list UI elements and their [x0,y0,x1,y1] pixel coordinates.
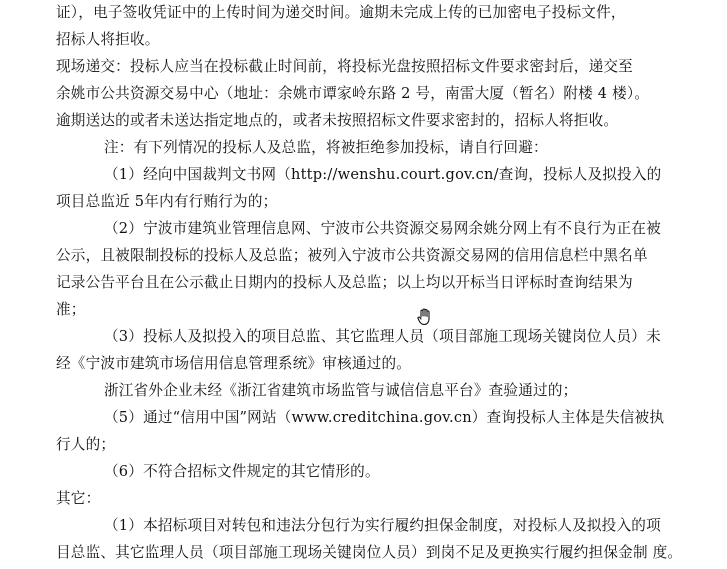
text-line-2: 招标人将拒收。 [56,31,160,48]
text-line-10: 公示，且被限制投标的投标人及总监；被列入宁波市公共资源交易网的信用信息栏中黑名单 [56,247,648,264]
text-line-13: （3）投标人及拟投入的项目总监、其它监理人员（项目部施工现场关键岗位人员）未 [104,328,661,345]
text-line-12: 准； [56,301,86,318]
text-line-21: 目总监、其它监理人员（项目部施工现场关键岗位人员）到岗不足及更换实行履约担保金制 度。 [56,544,683,561]
text-line-17: 行人的； [56,436,116,453]
text-line-8: 项目总监近 5年内有行贿行为的； [56,193,278,210]
text-line-20: （1）本招标项目对转包和违法分包行为实行履约担保金制度，对投标人及拟投入的项 [104,517,661,534]
text-line-9: （2）宁波市建筑业管理信息网、宁波市公共资源交易网余姚分网上有不良行为正在被 [104,220,661,237]
text-line-7: （1）经向中国裁判文书网（http://wenshu.court.gov.cn/查询，投标人及拟投入的 [104,166,662,183]
text-line-1: 证），电子签收凭证中的上传时间为递交时间。逾期未完成上传的已加密电子投标文件， [56,4,626,21]
text-line-18: （6）不符合招标文件规定的其它情形的。 [104,463,380,480]
hand-pointer-icon [416,308,432,326]
text-line-4: 余姚市公共资源交易中心（地址：余姚市谭家岭东路 2 号，南雷大厦（暂名）附楼 4 楼）。 [56,85,650,102]
text-line-16: （5）通过“信用中国”网站（www.creditchina.gov.cn）查询投标人主体是失信被执 [104,409,665,426]
text-line-14: 经《宁波市建筑市场信用信息管理系统》审核通过的。 [56,355,412,372]
text-line-3: 现场递交：投标人应当在投标截止时间前，将投标光盘按照招标文件要求密封后，递交至 [56,58,633,75]
text-line-5: 逾期送达的或者未送达指定地点的，或者未按照招标文件要求密封的，招标人将拒收。 [56,112,619,129]
text-line-11: 记录公告平台且在公示截止日期内的投标人及总监；以上均以开标当日评标时查询结果为 [56,274,633,291]
text-line-15: 浙江省外企业未经《浙江省建筑市场监管与诚信信息平台》查验通过的； [104,382,578,399]
text-line-6: 注：有下列情况的投标人及总监，将被拒绝参加投标，请自行回避： [104,139,548,156]
text-line-19: 其它： [56,490,101,507]
